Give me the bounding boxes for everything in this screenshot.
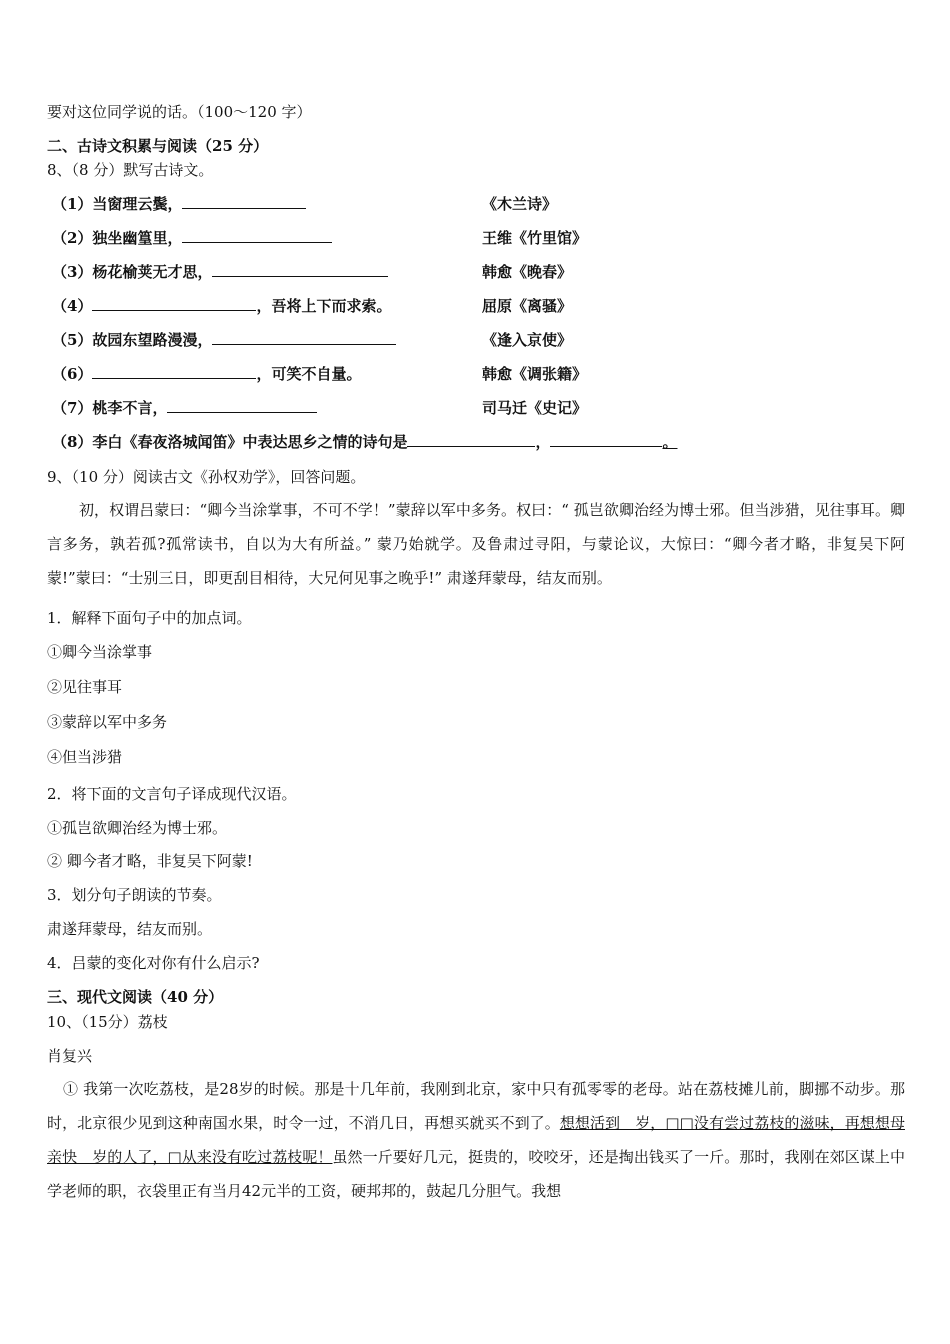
q9-title: 9、（10 分）阅读古文《孙权劝学》，回答问题。	[47, 468, 366, 486]
q9-s1: 1．解释下面句子中的加点词。	[47, 609, 252, 627]
q8-item-6: （6） ，可笑不自量。	[52, 365, 362, 383]
answer-blank[interactable]	[182, 228, 332, 243]
section3-heading: 三、现代文阅读（40 分）	[47, 988, 224, 1006]
q8-source-3: 韩愈《晚春》	[482, 263, 573, 281]
answer-blank[interactable]	[550, 432, 662, 447]
answer-blank[interactable]	[212, 330, 396, 345]
q9-s1-item-3: ③蒙辞以军中多务	[47, 713, 168, 731]
q9-s3-text: 肃遂拜蒙母，结友而别。	[47, 920, 213, 938]
q9-s1-item-4: ④但当涉猎	[47, 748, 123, 766]
q8-source-1: 《木兰诗》	[482, 195, 558, 213]
q10-title: 10、（15分）荔枝	[47, 1013, 168, 1031]
q8-item-5: （5）故园东望路漫漫，	[52, 330, 396, 350]
section2-heading: 二、古诗文积累与阅读（25 分）	[47, 137, 269, 155]
q8-source-2: 王维《竹里馆》	[482, 229, 588, 247]
q8-source-4: 屈原《离骚》	[482, 297, 573, 315]
q8-source-5: 《逢入京使》	[482, 331, 573, 349]
q10-author: 肖复兴	[47, 1047, 93, 1065]
q9-s4: 4．吕蒙的变化对你有什么启示?	[47, 954, 260, 972]
q8-item-1: （1）当窗理云鬓，	[52, 194, 306, 214]
q8-item-3: （3）杨花榆荚无才思，	[52, 262, 388, 282]
answer-blank[interactable]	[212, 262, 388, 277]
q9-s2-item-1: ①孤岂欲卿治经为博士邪。	[47, 819, 228, 837]
q8-item-2: （2）独坐幽篁里，	[52, 228, 332, 248]
q8-item-7: （7）桃李不言，	[52, 398, 317, 418]
q9-passage: 初，权谓吕蒙曰：“卿今当涂掌事，不可不学！”蒙辞以军中多务。权曰：“ 孤岂欲卿治经为博士邪。但当涉猎，见往事耳。卿言多务，孰若孤?孤常读书，自以为大有所益。” 蒙乃始就学。及鲁肃过寻阳，与蒙论议，大惊曰：“卿今者才略，非复吴下阿蒙!”蒙曰：“士别三日，即更刮目相待，大兄何见事之晚乎!” 肃遂拜蒙母，结友而别。	[47, 501, 905, 587]
q8-title: 8、（8 分）默写古诗文。	[47, 161, 214, 179]
q8-item-4: （4） ，吾将上下而求索。	[52, 297, 392, 315]
answer-blank[interactable]	[167, 398, 317, 413]
answer-blank[interactable]	[182, 194, 306, 209]
q8-source-6: 韩愈《调张籍》	[482, 365, 588, 383]
q8-source-7: 司马迁《史记》	[482, 399, 588, 417]
q9-s1-item-1: ①卿今当涂掌事	[47, 643, 153, 661]
q10-paragraph-1: ① 我第一次吃荔枝，是28岁的时候。那是十几年前，我刚到北京，家中只有孤零零的老母。站在荔枝摊儿前，脚挪不动步。那时，北京很少见到这种南国水果，时令一过，不消几日，再想买就买不到了。想想活到 岁，□□没有尝过荔枝的滋味，再想想母亲快 岁的人了，□从来没有吃过荔枝呢！虽然一斤要好几元，挺贵的，咬咬牙，还是掏出钱买了一斤。那时，我刚在郊区谋上中学老师的职，衣袋里正有当月42元半的工资，硬邦邦的，鼓起几分胆气。我想	[47, 1080, 905, 1200]
q8-item-8: （8）李白《春夜洛城闻笛》中表达思乡之情的诗句是 ， 。	[52, 433, 678, 451]
intro-tail: 要对这位同学说的话。（100～120 字）	[47, 103, 312, 121]
q9-s1-item-2: ②见往事耳	[47, 678, 123, 696]
underlined-sentence: 想想活到 岁，□□没有尝过荔枝的滋味，再想想母亲快 岁的人了，□从来没有吃过荔枝呢！	[47, 1114, 905, 1166]
q9-s2-item-2: ② 卿今者才略，非复吴下阿蒙!	[47, 852, 253, 870]
q9-s2: 2．将下面的文言句子译成现代汉语。	[47, 785, 297, 803]
q9-s3: 3．划分句子朗读的节奏。	[47, 886, 222, 904]
answer-blank[interactable]	[92, 296, 256, 311]
answer-blank[interactable]	[92, 364, 256, 379]
answer-blank[interactable]	[407, 432, 535, 447]
